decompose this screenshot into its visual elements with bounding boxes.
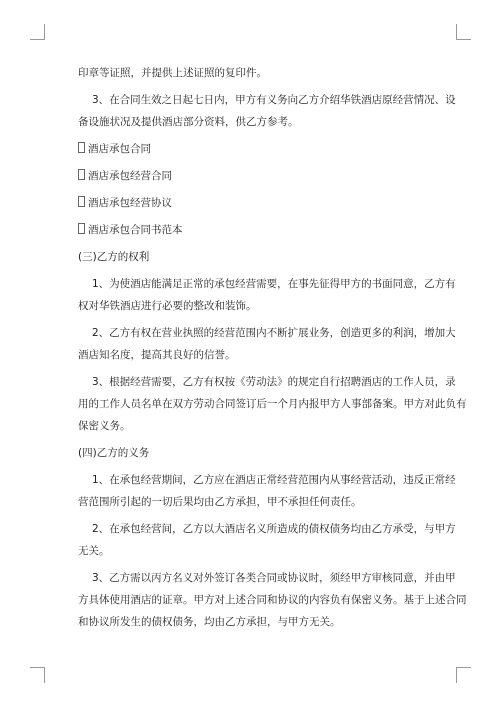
heading-text: (四)乙方的义务 — [78, 447, 150, 459]
related-links-list — [78, 138, 430, 241]
section-heading — [78, 442, 430, 464]
paragraph-right-2 — [78, 322, 456, 366]
paragraph-right-1 — [78, 273, 456, 317]
crop-mark-top-right-v — [456, 24, 457, 40]
related-link-item[interactable] — [78, 219, 430, 241]
text-line: 方具体使用酒店的证章。甲方对上述合同和协议的内容负有保密义务。基于上述合同 — [78, 594, 467, 606]
section-heading — [78, 246, 430, 268]
text-line: 1、在承包经营期间，乙方应在酒店正常经营范围内从事经营活动，违反正常经 — [92, 474, 456, 486]
document-body — [78, 62, 467, 633]
text-line: 保密义务。 — [78, 420, 131, 432]
text-line: 3、在合同生效之日起七日内，甲方有义务向乙方介绍华铁酒店原经营情况、设 — [92, 94, 456, 106]
paragraph-duty-2 — [78, 518, 456, 562]
crop-mark-bottom-left-h — [30, 667, 45, 668]
paragraph-continuation — [78, 62, 430, 84]
text-line: 2、在承包经营间，乙方以大酒店名义所造成的债权债务均由乙方承受，与甲方 — [92, 523, 456, 535]
paragraph-duty-3 — [78, 567, 467, 633]
missing-glyph-icon — [78, 223, 85, 234]
text-line: 用的工作人员名单在双方劳动合同签订后一个月内报甲方人事部备案。甲方对此负有 — [78, 398, 467, 410]
missing-glyph-icon — [78, 169, 85, 180]
paragraph-right-3 — [78, 371, 467, 437]
missing-glyph-icon — [78, 142, 85, 153]
paragraph-item-3 — [78, 89, 456, 133]
text-line: 权对华铁酒店进行必要的整改和装饰。 — [78, 300, 257, 312]
text-line: 3、根据经营需要，乙方有权按《劳动法》的规定自行招聘酒店的工作人员，录 — [92, 376, 456, 388]
paragraph-duty-1 — [78, 469, 456, 513]
text-line: 和协议所发生的债权债务，均由乙方承担，与甲方无关。 — [78, 616, 341, 628]
related-link-item[interactable] — [78, 192, 430, 214]
related-link-label[interactable]: 酒店承包合同 — [88, 143, 151, 155]
text-line: 3、乙方需以丙方名义对外签订各类合同或协议时，须经甲方审核同意，并由甲 — [92, 572, 456, 584]
crop-mark-top-right-h — [456, 39, 471, 40]
related-link-label[interactable]: 酒店承包经营协议 — [88, 197, 172, 209]
text-line: 无关。 — [78, 545, 110, 557]
related-link-item[interactable] — [78, 165, 430, 187]
crop-mark-top-left-v — [44, 24, 45, 40]
text-line: 酒店知名度，提高其良好的信誉。 — [78, 349, 236, 361]
text-line: 2、乙方有权在营业执照的经营范围内不断扩展业务，创造更多的利润，增加大 — [92, 327, 456, 339]
heading-text: (三)乙方的权利 — [78, 251, 150, 263]
text-line: 营范围所引起的一切后果均由乙方承担，甲不承担任何责任。 — [78, 496, 362, 508]
crop-mark-bottom-left-v — [44, 667, 45, 683]
crop-mark-bottom-right-h — [456, 667, 471, 668]
text-line: 备设施状况及提供酒店部分资料，供乙方参考。 — [78, 116, 299, 128]
related-link-label[interactable]: 酒店承包合同书范本 — [88, 224, 183, 236]
text-line: 1、为使酒店能满足正常的承包经营需要，在事先征得甲方的书面同意，乙方有 — [92, 278, 456, 290]
crop-mark-top-left-h — [30, 39, 45, 40]
text-line: 印章等证照，并提供上述证照的复印件。 — [78, 67, 267, 79]
crop-mark-bottom-right-v — [456, 667, 457, 683]
related-link-item[interactable] — [78, 138, 430, 160]
related-link-label[interactable]: 酒店承包经营合同 — [88, 170, 172, 182]
missing-glyph-icon — [78, 196, 85, 207]
